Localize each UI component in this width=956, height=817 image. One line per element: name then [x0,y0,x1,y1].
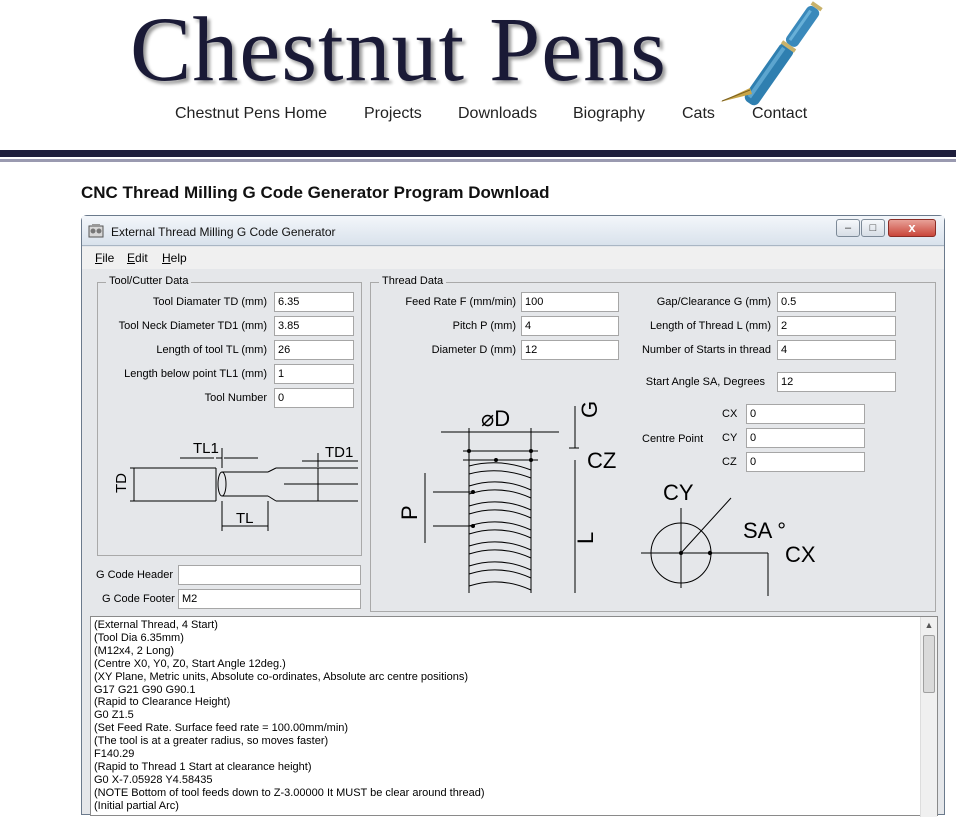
header-divider-thin [0,159,956,162]
minimize-button[interactable]: – [836,219,860,237]
centre-point-label: Centre Point [642,433,704,445]
gcode-output-lines [94,619,914,813]
feed-rate-input[interactable] [521,292,619,312]
menu-file[interactable]: File [95,251,115,265]
output-line: G17 G21 G90 G90.1 [94,683,196,696]
output-line: (Set Feed Rate. Surface feed rate = 100.00mm/min) [94,722,349,735]
tool-diameter-label: Tool Diamater TD (mm) [152,296,267,308]
start-angle-label-sa: SA ° [743,518,787,543]
site-header [0,0,956,160]
window-title: External Thread Milling G Code Generator [111,225,336,239]
gcode-output-textarea[interactable] [90,616,938,816]
pitch-label: Pitch P (mm) [452,320,516,332]
nav-link-cats[interactable]: Cats [682,105,715,122]
number-of-starts-input[interactable] [777,340,896,360]
cy-label: CY [722,432,738,444]
start-angle-label: Start Angle SA, Degrees [645,376,765,388]
menu-help[interactable]: Help [162,251,187,265]
start-angle-input[interactable] [777,372,896,392]
centre-cx-input[interactable] [746,404,865,424]
thread-diagram-label-cz: CZ [587,448,617,473]
site-nav [0,105,956,127]
site-logo[interactable]: Chestnut Pens [130,0,667,100]
app-icon [88,223,104,239]
tool-number-label: Tool Number [204,392,267,404]
output-line: (Rapid to Clearance Height) [94,696,231,709]
output-scrollbar[interactable] [920,617,937,817]
output-line: (NOTE Bottom of tool feeds down to Z-3.00000 It MUST be clear around thread) [94,786,485,799]
feed-rate-label: Feed Rate F (mm/min) [405,296,516,308]
cx-label: CX [722,408,738,420]
output-line: (External Thread, 4 Start) [94,619,218,631]
start-angle-label-cy: CY [663,480,694,505]
thread-diagram-label-p: P [397,505,422,520]
nav-link-downloads[interactable]: Downloads [458,105,538,122]
tool-length-input[interactable] [274,340,354,360]
tool-diagram [113,423,358,533]
length-below-point-input[interactable] [274,364,354,384]
output-line: (Centre X0, Y0, Z0, Start Angle 12deg.) [94,657,286,670]
app-window [81,215,945,815]
header-divider [0,150,956,157]
tool-diagram-label-tl: TL [236,510,254,527]
pen-image [710,0,860,110]
gcode-header-label: G Code Header [96,569,174,581]
tool-diagram-label-td: TD [113,473,130,493]
nav-link-contact[interactable]: Contact [752,105,808,122]
tool-diagram-label-tl1: TL1 [193,440,219,457]
thread-diagram-label-l: L [573,531,598,544]
output-line: (Rapid to Thread 1 Start at clearance height) [94,760,312,773]
start-angle-diagram [633,478,833,608]
centre-cz-input[interactable] [746,452,865,472]
tool-number-input[interactable] [274,388,354,408]
nav-link-biography[interactable]: Biography [573,105,646,122]
thread-length-label: Length of Thread L (mm) [649,320,771,332]
output-line: (Initial partial Arc) [94,799,179,812]
output-line: (The tool is at a greater radius, so moves faster) [94,735,329,748]
thread-length-input[interactable] [777,316,896,336]
thread-diagram [393,388,633,603]
diameter-label: Diameter D (mm) [431,344,516,356]
title-bar[interactable] [82,216,944,246]
gap-clearance-label: Gap/Clearance G (mm) [656,296,771,308]
menu-bar [82,247,944,269]
gap-clearance-input[interactable] [777,292,896,312]
pitch-input[interactable] [521,316,619,336]
menu-edit[interactable]: Edit [127,251,148,265]
scroll-up-icon[interactable]: ▲ [924,620,934,630]
scroll-thumb[interactable] [923,635,935,693]
thread-data-legend: Thread Data [379,275,446,287]
output-line: G0 X-7.05928 Y4.58435 [94,773,213,786]
gcode-footer-label: G Code Footer [102,593,175,605]
thread-diagram-label-g: G [577,400,602,418]
cz-label: CZ [722,456,737,468]
output-line: G0 Z1.5 [94,709,134,722]
output-line: (M12x4, 2 Long) [94,644,175,657]
tool-neck-diameter-label: Tool Neck Diameter TD1 (mm) [118,320,267,332]
diameter-input[interactable] [521,340,619,360]
number-of-starts-label: Number of Starts in thread [641,344,771,356]
output-line: (Tool Dia 6.35mm) [94,631,184,644]
tool-cutter-legend: Tool/Cutter Data [106,275,191,287]
output-line: F140.29 [94,748,135,761]
centre-cy-input[interactable] [746,428,865,448]
nav-link-home[interactable]: Chestnut Pens Home [175,105,328,122]
tool-length-label: Length of tool TL (mm) [156,344,267,356]
length-below-point-label: Length below point TL1 (mm) [124,368,267,380]
tool-neck-diameter-input[interactable] [274,316,354,336]
maximize-button[interactable]: □ [861,219,885,237]
thread-diagram-label-d: ⌀D [481,406,511,431]
output-line: (XY Plane, Metric units, Absolute co-ordinates, Absolute arc centre positions) [94,670,468,683]
start-angle-label-cx: CX [785,542,816,567]
thread-data-group [370,275,936,612]
tool-cutter-group [97,275,362,556]
gcode-header-input[interactable] [178,565,361,585]
tool-diagram-label-td1: TD1 [325,444,354,461]
nav-link-projects[interactable]: Projects [364,105,422,122]
tool-diameter-input[interactable] [274,292,354,312]
gcode-footer-input[interactable] [178,589,361,609]
page-title: CNC Thread Milling G Code Generator Program Download [81,183,550,202]
close-button[interactable]: x [888,219,936,237]
